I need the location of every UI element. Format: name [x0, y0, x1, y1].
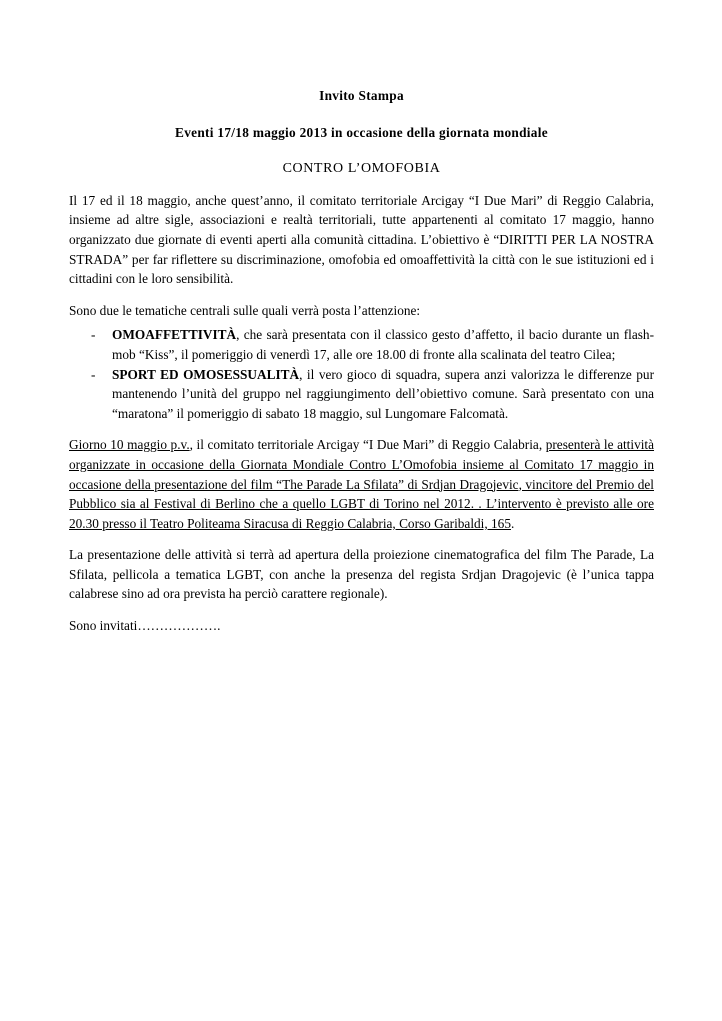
document-title: Invito Stampa	[319, 88, 404, 103]
list-item	[69, 325, 654, 364]
document-subtitle: Eventi 17/18 maggio 2013 in occasione della giornata mondiale	[175, 124, 548, 140]
event-paragraph	[69, 435, 654, 533]
document-body	[69, 86, 654, 648]
bullet-bold-term: SPORT ED OMOSESSUALITÀ	[112, 366, 300, 382]
bullet-dash: -	[91, 366, 96, 382]
bullet-text: , il vero gioco di squadra, supera anzi valorizza le differenze pur mantenendo l’unità del gruppo nel raggiungimento dell’obiettivo comune. Sarà presentato con una “maratona” il pomeriggio di sabato 18 maggio, sul Lungomare Falcomatà.	[112, 366, 654, 421]
bullet-dash: -	[91, 327, 96, 343]
event-date: Giorno 10 maggio p.v.	[69, 437, 190, 453]
event-end: .	[510, 515, 515, 531]
list-item	[69, 365, 654, 424]
event-underlined-text: presenterà le attività organizzate in occasione della Giornata Mondiale Contro L’Omofobia insieme al Comitato 17 maggio in occasione della presentazione del film “The Parade La Sfilata” di Srdjan Dragojevic, vincitore del Premio del Pubblico sia al Festival di Berlino che a quello LGBT di Torino nel 2012. . L’intervento è previsto alle ore 20.30 presso il Teatro Politeama Siracusa di Reggio Calabria, Corso Garibaldi, 165	[69, 437, 655, 531]
closing-line: Sono invitati……………….	[69, 618, 221, 634]
event-text: , il comitato territoriale Arcigay “I Due Mari” di Reggio Calabria,	[189, 437, 546, 453]
themes-intro-paragraph: Sono due le tematiche centrali sulle quali verrà posta l’attenzione:	[69, 302, 421, 318]
intro-paragraph: Il 17 ed il 18 maggio, anche quest’anno, il comitato territoriale Arcigay “I Due Mari” di Reggio Calabria, insieme ad altre sigle, associazioni e realtà territoriali, tutte appartenenti al comitato 17 maggio, hanno organizzato due giornate di eventi aperti alla comunità cittadina. L’obiettivo è “DIRITTI PER LA NOSTRA STRADA” per far riflettere su discriminazione, omofobia ed omoaffettività la città con le sue istituzioni ed i cittadini con le loro sensibilità.	[69, 192, 654, 287]
themes-list	[69, 325, 654, 423]
document-subtitle-2: CONTRO L’OMOFOBIA	[282, 161, 441, 177]
bullet-text: , che sarà presentata con il classico gesto d’affetto, il bacio durante un flash-mob “Kiss”, il pomeriggio di venerdì 17, alle ore 18.00 di fronte alla scalinata del teatro Cilea;	[112, 327, 654, 362]
film-paragraph: La presentazione delle attività si terrà ad apertura della proiezione cinematografica del film The Parade, La Sfilata, pellicola a tematica LGBT, con anche la presenza del regista Srdjan Dragojevic (è l’unica tappa calabrese sino ad ora prevista ha perciò carattere regionale).	[69, 547, 654, 602]
bullet-bold-term: OMOAFFETTIVITÀ	[112, 327, 237, 343]
